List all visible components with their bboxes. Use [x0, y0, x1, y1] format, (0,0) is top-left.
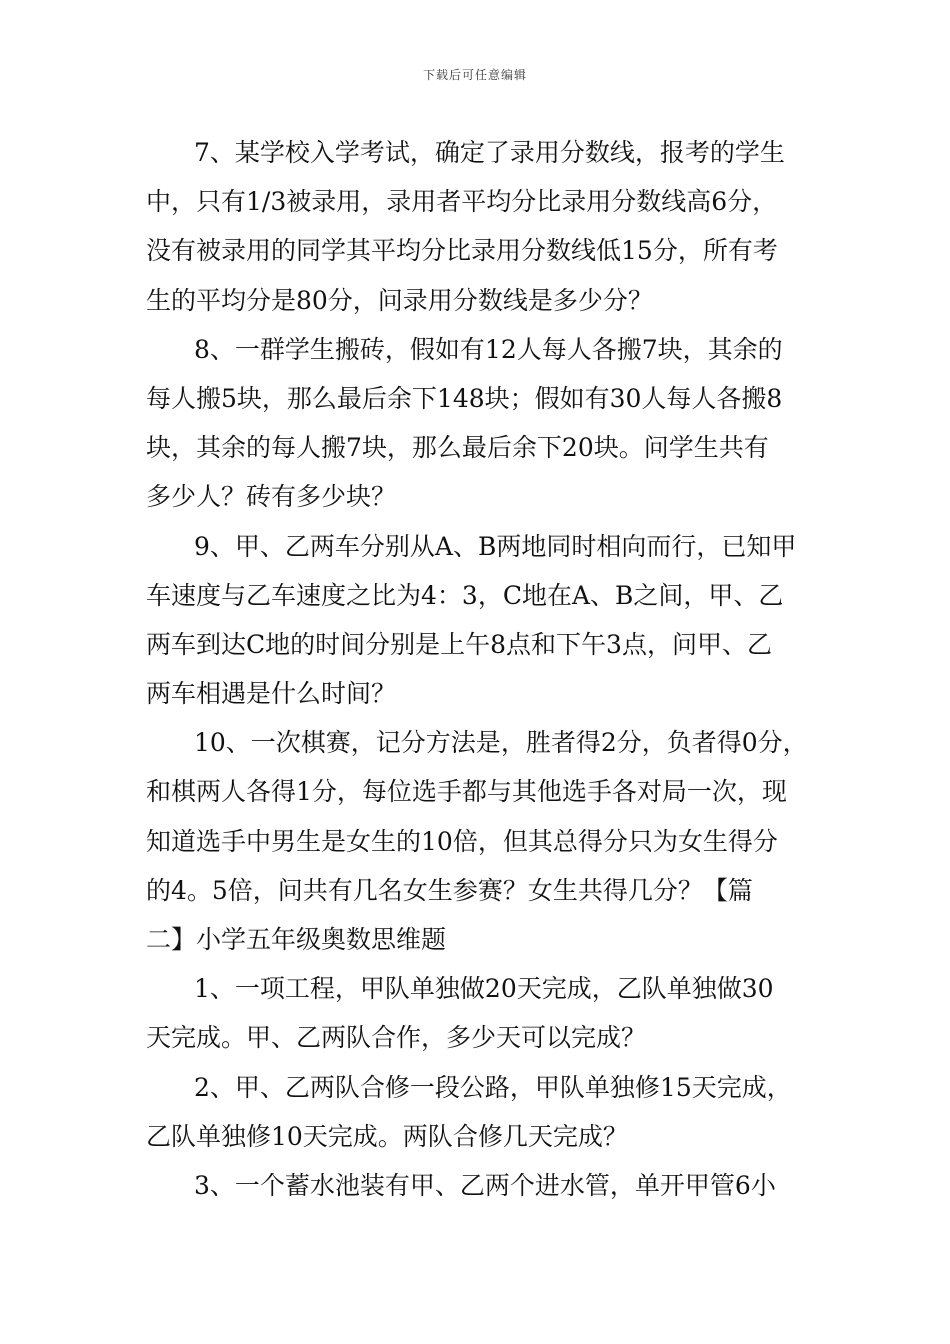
text-line: 和棋两人各得1分，每位选手都与其他选手各对局一次，现: [146, 777, 787, 807]
text-line: 中，只有1/3被录用，录用者平均分比录用分数线高6分，: [146, 187, 778, 217]
text-line: 生的平均分是80分，问录用分数线是多少分？: [146, 285, 653, 315]
text-line: 两车相遇是什么时间？: [146, 679, 397, 709]
document-body: [146, 128, 816, 1210]
text-line: 车速度与乙车速度之比为4：3，C地在A、B之间，甲、乙: [146, 580, 784, 610]
text-line: 块，其余的每人搬7块，那么最后余下20块。问学生共有: [146, 433, 769, 463]
text-line: 知道选手中男生是女生的10倍，但其总得分只为女生得分: [146, 826, 778, 856]
text-line: 10、一次棋赛，记分方法是，胜者得2分，负者得0分，: [194, 728, 808, 758]
text-line: 每人搬5块，那么最后余下148块；假如有30人每人各搬8: [146, 383, 783, 413]
text-line: 的4。5倍，问共有几名女生参赛？女生共得几分？【篇: [146, 875, 753, 905]
text-line: 3、一个蓄水池装有甲、乙两个进水管，单开甲管6小: [194, 1170, 776, 1200]
text-line: 多少人？砖有多少块？: [146, 482, 397, 512]
text-line: 二】小学五年级奥数思维题: [146, 925, 447, 954]
text-line: 两车到达C地的时间分别是上午8点和下午3点，问甲、乙: [146, 629, 772, 659]
text-line: 7、某学校入学考试，确定了录用分数线，报考的学生: [194, 138, 785, 167]
text-line: 没有被录用的同学其平均分比录用分数线低15分，所有考: [146, 236, 778, 266]
text-line: 8、一群学生搬砖，假如有12人每人各搬7块，其余的: [194, 334, 783, 364]
page-header: 下载后可任意编辑: [422, 68, 527, 82]
text-line: 1、一项工程，甲队单独做20天完成，乙队单独做30: [194, 974, 774, 1004]
text-line: 2、甲、乙两队合修一段公路，甲队单独修15天完成，: [194, 1072, 792, 1102]
text-line: 天完成。甲、乙两队合作，多少天可以完成？: [146, 1023, 647, 1053]
text-line: 9、甲、乙两车分别从A、B两地同时相向而行，已知甲: [194, 531, 797, 561]
text-line: 乙队单独修10天完成。两队合修几天完成？: [146, 1121, 628, 1151]
